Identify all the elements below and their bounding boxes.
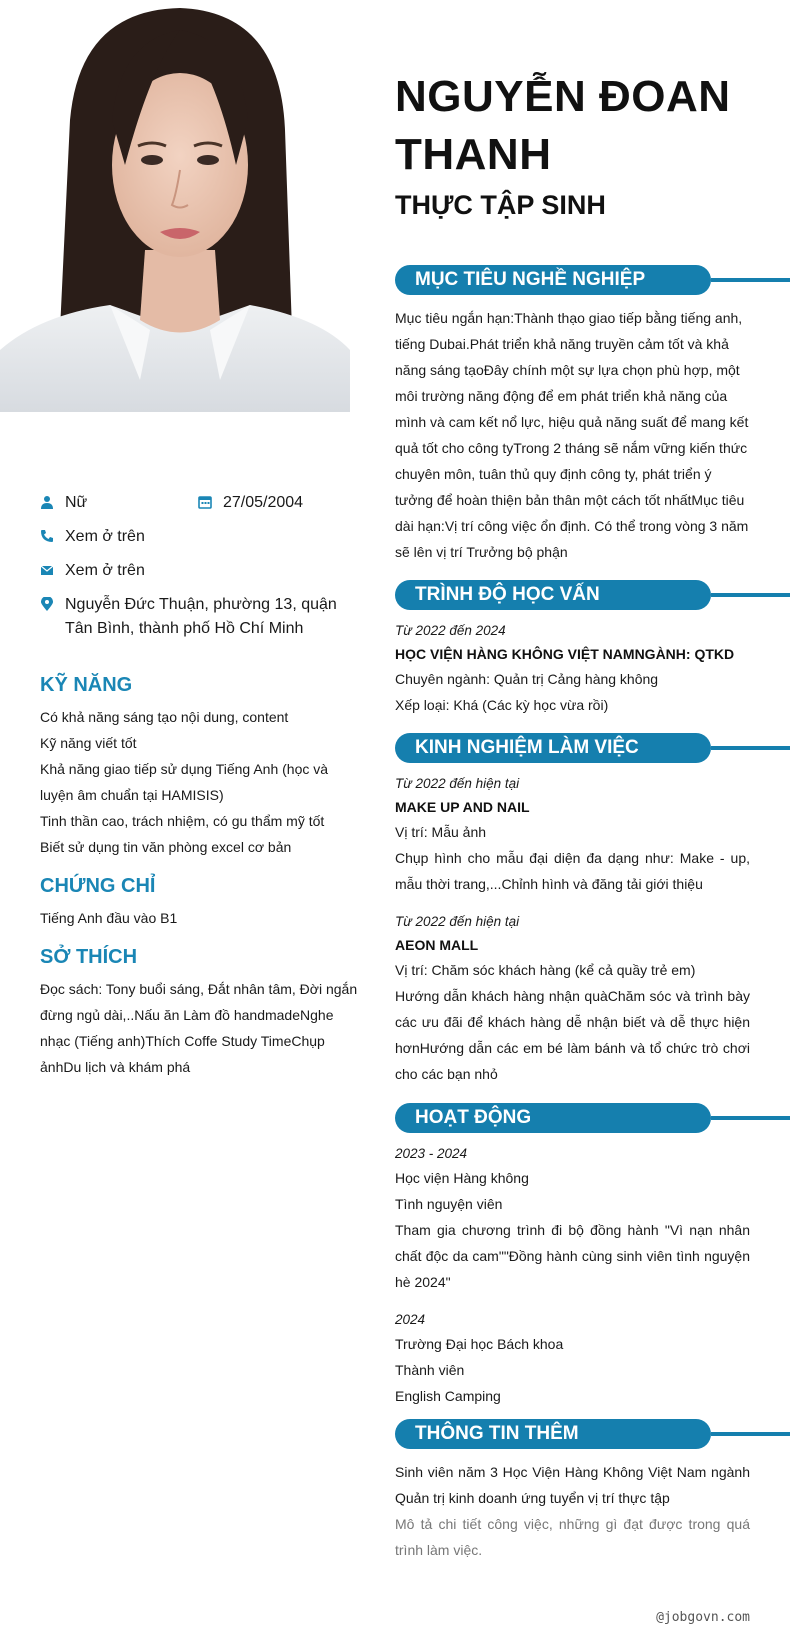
experience-position: Vị trí: Mẫu ảnh — [395, 824, 487, 840]
experience-section — [395, 733, 750, 1087]
candidate-name: NGUYỄN ĐOAN THANH — [395, 72, 731, 179]
objective-text: Mục tiêu ngắn hạn:Thành thạo giao tiếp bằng tiếng anh, tiếng Dubai.Phát triển khả năng truyền cảm tốt và khả năng sáng tạoĐây chính một sự lựa chọn phù hợp, một môi trường năng động để em phát triển khả năng của mình và cam kết nổ lực, hiệu quả năng suất để mang kết quả tốt cho công tyTrong 2 tháng sẽ nắm vững kiến thức chuyên môn, tuân thủ quy định công ty, phát triển ý tưởng để hoàn thiện bản thân một cách tốt nhấtMục tiêu dài hạn:Vị trí công việc ổn định. Có thể trong vòng 3 năm sẽ lên vị trí Trưởng bộ phận — [395, 310, 749, 560]
additional-text: Sinh viên năm 3 Học Viện Hàng Không Việt Nam ngành Quản trị kinh doanh ứng tuyển vị trí thực tập — [395, 1464, 750, 1506]
activity-role: Thành viên — [395, 1362, 465, 1378]
phone-value: Xem ở trên — [65, 528, 145, 545]
education-section — [395, 580, 750, 718]
mail-icon — [40, 563, 54, 577]
certificates-section — [40, 873, 360, 931]
certificates-heading: CHỨNG CHỈ — [40, 875, 156, 897]
experience-banner — [395, 733, 750, 763]
address-row — [40, 593, 360, 641]
calendar-icon — [198, 495, 212, 509]
activity-description: English Camping — [395, 1388, 501, 1404]
experience-description: Chụp hình cho mẫu đại diện đa dạng như: Make - up, mẫu thời trang,...Chỉnh hình và đăng tải giới thiệu — [395, 850, 750, 892]
activity-description: Tham gia chương trình đi bộ đồng hành "Vì nạn nhân chất độc da cam""Đồng hành cùng sinh viên tình nguyện hè 2024" — [395, 1222, 750, 1290]
objective-section — [395, 265, 750, 565]
experience-heading: KINH NGHIỆM LÀM VIỆC — [415, 737, 639, 758]
user-icon — [40, 495, 54, 509]
experience-company: MAKE UP AND NAIL — [395, 799, 530, 815]
certificate-item: Tiếng Anh đầu vào B1 — [40, 910, 178, 926]
skills-heading: KỸ NĂNG — [40, 674, 133, 696]
experience-item — [395, 773, 750, 897]
activities-banner — [395, 1103, 750, 1133]
education-heading: TRÌNH ĐỘ HỌC VẤN — [415, 584, 600, 605]
birthday-row — [198, 491, 356, 515]
contact-info — [40, 491, 360, 651]
objective-heading: MỤC TIÊU NGHỀ NGHIỆP — [415, 269, 646, 290]
location-icon — [40, 597, 54, 611]
additional-section — [395, 1419, 750, 1563]
skill-item: Có khả năng sáng tạo nội dung, content — [40, 709, 289, 725]
education-period: Từ 2022 đến 2024 — [395, 623, 506, 638]
activity-period: 2024 — [395, 1312, 426, 1327]
experience-company: AEON MALL — [395, 937, 479, 953]
gender-row — [40, 491, 198, 515]
activities-heading: HOẠT ĐỘNG — [415, 1107, 532, 1128]
additional-heading: THÔNG TIN THÊM — [415, 1423, 579, 1444]
watermark: @jobgovn.com — [656, 1610, 750, 1625]
objective-banner — [395, 265, 750, 295]
profile-photo — [0, 0, 350, 412]
hobbies-text: Đọc sách: Tony buổi sáng, Đắt nhân tâm, Đời ngắn đừng ngủ dài,..Nấu ăn Làm đồ handmadeNghe nhạc (Tiếng anh)Thích Coffe Study TimeChụp ảnhDu lịch và khám phá — [40, 981, 358, 1075]
experience-item — [395, 911, 750, 1087]
activity-item — [395, 1309, 750, 1409]
skills-section — [40, 672, 360, 860]
skill-item: Biết sử dụng tin văn phòng excel cơ bản — [40, 839, 292, 855]
additional-placeholder: Mô tả chi tiết công việc, những gì đạt được trong quá trình làm việc. — [395, 1516, 750, 1558]
education-banner — [395, 580, 750, 610]
skill-item: Kỹ năng viết tốt — [40, 735, 137, 751]
activity-period: 2023 - 2024 — [395, 1146, 468, 1161]
education-grade: Xếp loại: Khá (Các kỳ học vừa rồi) — [395, 697, 609, 713]
experience-period: Từ 2022 đến hiện tại — [395, 776, 520, 791]
job-title: THỰC TẬP SINH — [395, 190, 606, 220]
additional-banner — [395, 1419, 750, 1449]
gender-value: Nữ — [65, 494, 88, 511]
activities-section — [395, 1103, 750, 1409]
email-row — [40, 559, 360, 583]
hobbies-heading: SỞ THÍCH — [40, 946, 138, 968]
activity-org: Trường Đại học Bách khoa — [395, 1336, 564, 1352]
experience-period: Từ 2022 đến hiện tại — [395, 914, 520, 929]
phone-icon — [40, 529, 54, 543]
education-major: Chuyên ngành: Quản trị Cảng hàng không — [395, 671, 659, 687]
activity-org: Học viện Hàng không — [395, 1170, 529, 1186]
education-school: HỌC VIỆN HÀNG KHÔNG VIỆT NAMNGÀNH: QTKD — [395, 646, 735, 662]
hobbies-section — [40, 944, 360, 1080]
skill-item: Khả năng giao tiếp sử dụng Tiếng Anh (học và luyện âm chuẩn tại HAMISIS) — [40, 761, 329, 803]
birthday-value: 27/05/2004 — [223, 494, 304, 511]
activity-role: Tình nguyện viên — [395, 1196, 503, 1212]
phone-row — [40, 525, 360, 549]
experience-position: Vị trí: Chăm sóc khách hàng (kể cả quầy trẻ em) — [395, 962, 696, 978]
activity-item — [395, 1143, 750, 1295]
email-value: Xem ở trên — [65, 562, 145, 579]
skill-item: Tinh thần cao, trách nhiệm, có gu thẩm mỹ tốt — [40, 813, 325, 829]
address-value: Nguyễn Đức Thuận, phường 13, quận Tân Bình, thành phố Hồ Chí Minh — [65, 596, 337, 637]
experience-description: Hướng dẫn khách hàng nhận quàChăm sóc và trình bày các ưu đãi để khách hàng dễ nhận biết và dễ thực hiện hơnHướng dẫn các em bé làm bánh và tổ chức trò chơi cho các bạn nhỏ — [395, 988, 750, 1082]
